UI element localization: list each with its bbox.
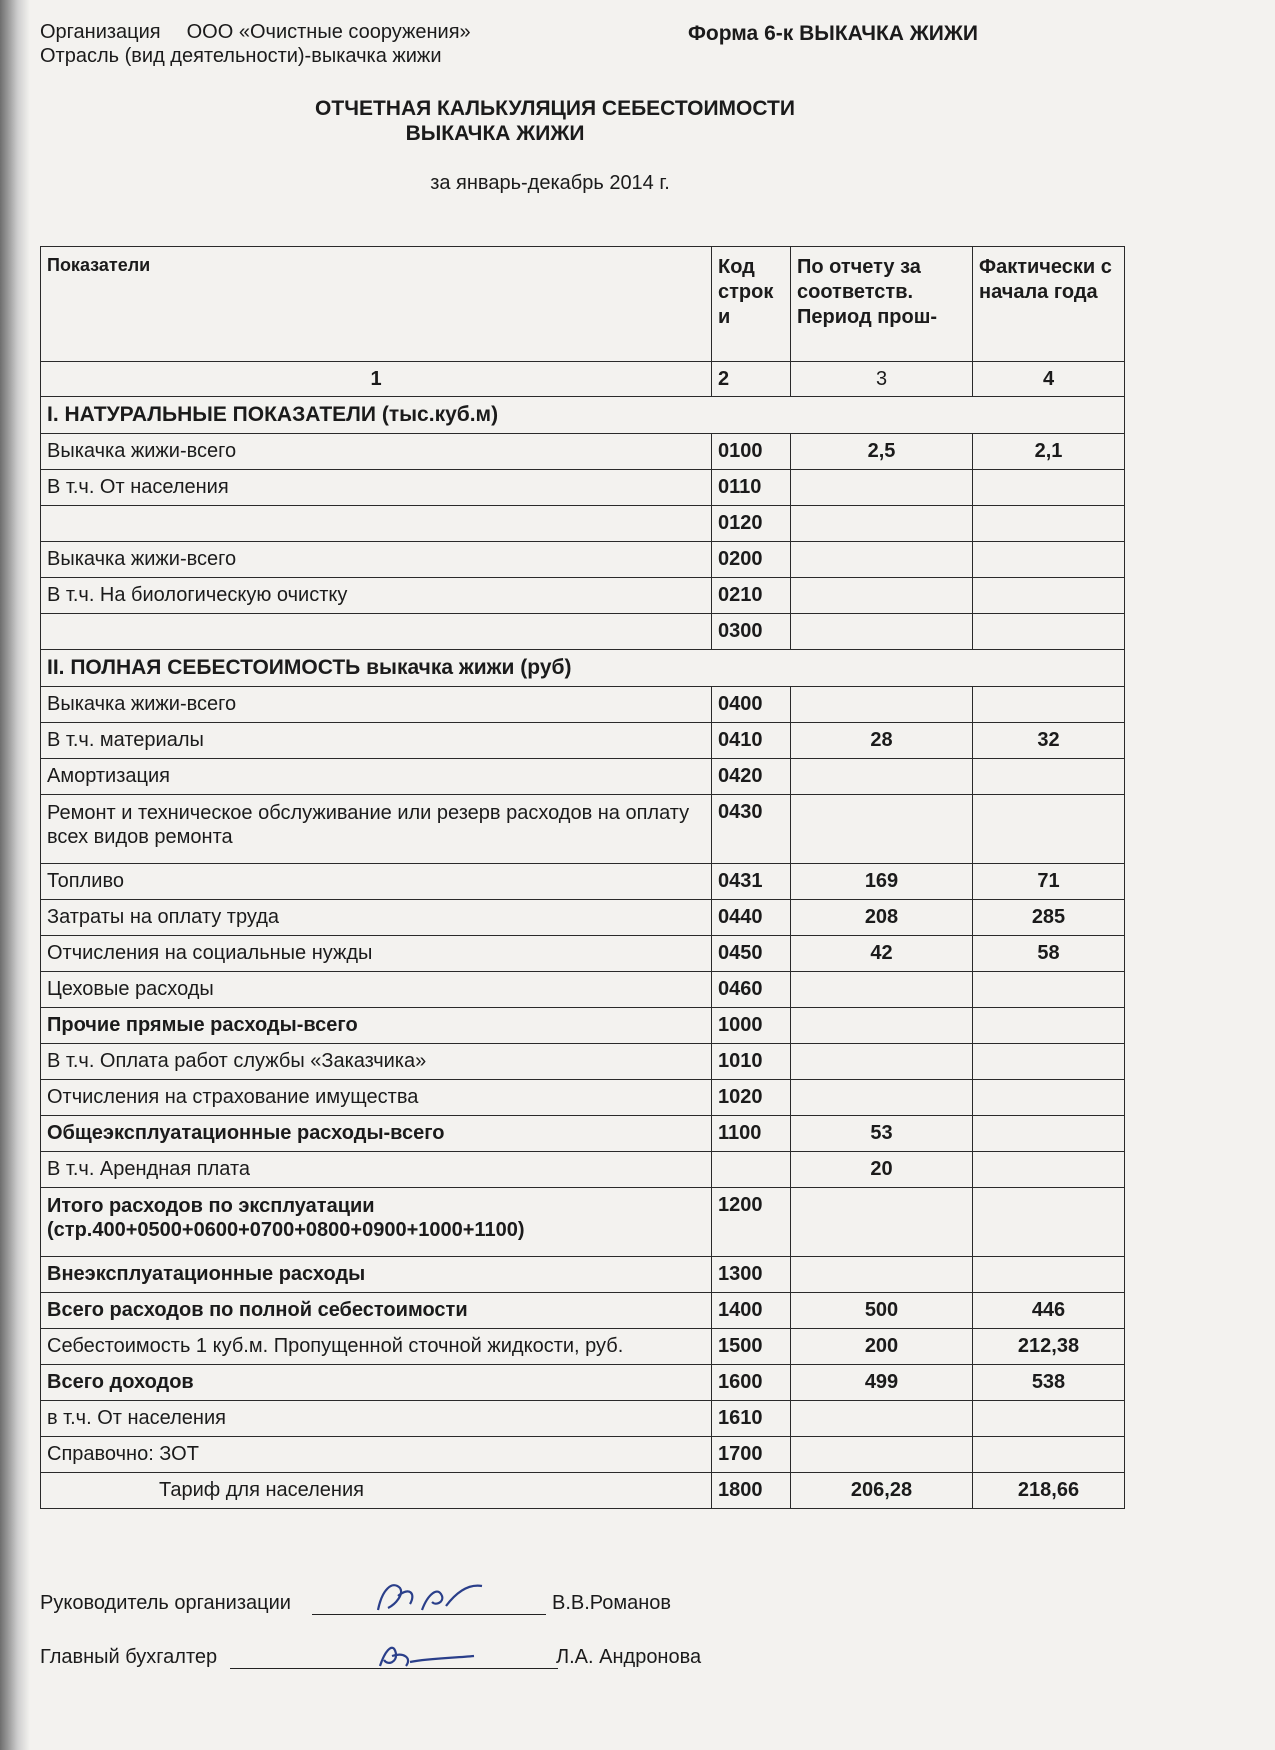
header-indicators: Показатели: [41, 247, 712, 362]
row-label: Выкачка жижи-всего: [41, 434, 712, 470]
row-label: Итого расходов по эксплуатации (стр.400+0500+0600+0700+0800+0900+1000+1100): [41, 1188, 712, 1257]
row-value-previous: 20: [791, 1152, 973, 1188]
row-value-previous: [791, 578, 973, 614]
table-row: [41, 759, 1125, 795]
row-code: 0300: [712, 614, 791, 650]
table-row: [41, 1152, 1125, 1188]
row-value-actual: 538: [973, 1365, 1125, 1401]
row-value-actual: [973, 1437, 1125, 1473]
accountant-name: Л.А. Андронова: [556, 1646, 702, 1668]
table-row: [41, 1293, 1125, 1329]
row-value-previous: [791, 614, 973, 650]
table-row: [41, 864, 1125, 900]
row-value-actual: [973, 614, 1125, 650]
row-value-actual: 71: [973, 864, 1125, 900]
row-code: 1010: [712, 1044, 791, 1080]
row-code: 1000: [712, 1008, 791, 1044]
row-label: Затраты на оплату труда: [41, 900, 712, 936]
row-value-actual: [973, 759, 1125, 795]
row-label: В т.ч. От населения: [41, 470, 712, 506]
org-line: [40, 20, 471, 44]
table-row: [41, 687, 1125, 723]
row-label: [41, 506, 712, 542]
header-code: Код строк и: [712, 247, 791, 362]
row-code: 1020: [712, 1080, 791, 1116]
row-code: 1100: [712, 1116, 791, 1152]
section-title: II. ПОЛНАЯ СЕБЕСТОИМОСТЬ выкачка жижи (руб): [41, 650, 1125, 687]
row-label: Топливо: [41, 864, 712, 900]
table-row: [41, 542, 1125, 578]
row-value-actual: 446: [973, 1293, 1125, 1329]
row-value-previous: [791, 1044, 973, 1080]
table-row: [41, 1188, 1125, 1257]
row-value-previous: 28: [791, 723, 973, 759]
row-code: [712, 1152, 791, 1188]
row-label: Всего расходов по полной себестоимости: [41, 1293, 712, 1329]
row-label: В т.ч. материалы: [41, 723, 712, 759]
table-row: [41, 1008, 1125, 1044]
row-code: 1500: [712, 1329, 791, 1365]
table-row: [41, 1257, 1125, 1293]
row-code: 1600: [712, 1365, 791, 1401]
table-row: [41, 1080, 1125, 1116]
row-value-actual: 58: [973, 936, 1125, 972]
row-code: 1800: [712, 1473, 791, 1509]
row-value-previous: [791, 1188, 973, 1257]
table-row: [41, 1401, 1125, 1437]
row-label: В т.ч. На биологическую очистку: [41, 578, 712, 614]
row-value-actual: [973, 972, 1125, 1008]
head-name: В.В.Романов: [552, 1592, 672, 1614]
section-header-1: [41, 397, 1125, 434]
table-row: [41, 936, 1125, 972]
row-value-previous: [791, 1437, 973, 1473]
row-value-previous: 206,28: [791, 1473, 973, 1509]
row-value-actual: [973, 1008, 1125, 1044]
accountant-handwritten-signature: [370, 1636, 480, 1676]
row-value-previous: [791, 759, 973, 795]
table-row: [41, 506, 1125, 542]
row-label: В т.ч. Оплата работ службы «Заказчика»: [41, 1044, 712, 1080]
row-label: Всего доходов: [41, 1365, 712, 1401]
header-previous-period: По отчету за соответств. Период прош-: [791, 247, 973, 362]
row-code: 1610: [712, 1401, 791, 1437]
row-label: Ремонт и техническое обслуживание или резерв расходов на оплату всех видов ремонта: [41, 795, 712, 864]
table-row: [41, 614, 1125, 650]
row-label: В т.ч. Арендная плата: [41, 1152, 712, 1188]
row-value-actual: [973, 1044, 1125, 1080]
table-row: [41, 1437, 1125, 1473]
row-value-actual: [973, 542, 1125, 578]
column-number-row: [41, 362, 1125, 397]
row-label: Тариф для населения: [41, 1473, 712, 1509]
row-code: 0450: [712, 936, 791, 972]
col-number-2: 2: [712, 362, 791, 397]
scan-edge-shadow: [0, 0, 30, 1750]
head-label: Руководитель организации: [40, 1592, 291, 1614]
header-row: [41, 247, 1125, 362]
row-value-previous: 200: [791, 1329, 973, 1365]
row-value-previous: [791, 687, 973, 723]
cost-table: [40, 246, 1125, 1509]
row-value-actual: [973, 1257, 1125, 1293]
row-label: Выкачка жижи-всего: [41, 687, 712, 723]
table-row: [41, 795, 1125, 864]
accountant-label: Главный бухгалтер: [40, 1646, 218, 1668]
row-label: Прочие прямые расходы-всего: [41, 1008, 712, 1044]
row-value-previous: 2,5: [791, 434, 973, 470]
row-value-actual: [973, 1116, 1125, 1152]
org-label: Организация: [40, 21, 161, 43]
row-code: 0110: [712, 470, 791, 506]
row-label: Общеэксплуатационные расходы-всего: [41, 1116, 712, 1152]
row-value-previous: [791, 795, 973, 864]
table-row: [41, 723, 1125, 759]
table-row: [41, 434, 1125, 470]
row-value-actual: [973, 687, 1125, 723]
row-value-previous: 500: [791, 1293, 973, 1329]
row-label: Отчисления на социальные нужды: [41, 936, 712, 972]
org-header: [40, 20, 471, 68]
row-value-previous: [791, 542, 973, 578]
row-value-actual: 218,66: [973, 1473, 1125, 1509]
row-value-previous: 499: [791, 1365, 973, 1401]
row-value-actual: 285: [973, 900, 1125, 936]
row-value-previous: [791, 470, 973, 506]
row-value-previous: 169: [791, 864, 973, 900]
form-name: Форма 6-к ВЫКАЧКА ЖИЖИ: [688, 22, 978, 45]
row-value-actual: [973, 470, 1125, 506]
col-number-4: 4: [973, 362, 1125, 397]
industry-line: Отрасль (вид деятельности)-выкачка жижи: [40, 45, 442, 67]
row-label: Справочно: ЗОТ: [41, 1437, 712, 1473]
row-value-actual: [973, 578, 1125, 614]
col-number-3: 3: [791, 362, 973, 397]
row-code: 0210: [712, 578, 791, 614]
title-line-2: ВЫКАЧКА ЖИЖИ: [405, 122, 585, 145]
row-code: 0200: [712, 542, 791, 578]
row-code: 0460: [712, 972, 791, 1008]
table-row: [41, 1365, 1125, 1401]
row-value-previous: 53: [791, 1116, 973, 1152]
row-value-previous: 42: [791, 936, 973, 972]
row-value-actual: [973, 1188, 1125, 1257]
row-value-previous: [791, 1080, 973, 1116]
table-row: [41, 900, 1125, 936]
row-code: 1200: [712, 1188, 791, 1257]
row-value-actual: 32: [973, 723, 1125, 759]
row-label: [41, 614, 712, 650]
table-row: [41, 972, 1125, 1008]
row-label: Внеэксплуатационные расходы: [41, 1257, 712, 1293]
row-label: Выкачка жижи-всего: [41, 542, 712, 578]
col-number-1: 1: [41, 362, 712, 397]
row-code: 0120: [712, 506, 791, 542]
row-value-actual: [973, 1080, 1125, 1116]
row-value-previous: [791, 506, 973, 542]
row-value-actual: 212,38: [973, 1329, 1125, 1365]
row-code: 1400: [712, 1293, 791, 1329]
row-code: 0431: [712, 864, 791, 900]
row-value-actual: [973, 1152, 1125, 1188]
report-period: за январь-декабрь 2014 г.: [430, 172, 670, 194]
row-label: Отчисления на страхование имущества: [41, 1080, 712, 1116]
table-row: [41, 470, 1125, 506]
row-label: Амортизация: [41, 759, 712, 795]
org-name: ООО «Очистные сооружения»: [186, 21, 471, 43]
row-value-previous: [791, 1008, 973, 1044]
row-value-previous: [791, 972, 973, 1008]
section-title: I. НАТУРАЛЬНЫЕ ПОКАЗАТЕЛИ (тыс.куб.м): [41, 397, 1125, 434]
row-value-previous: [791, 1257, 973, 1293]
header-actual: Фактически с начала года: [973, 247, 1125, 362]
row-label: Себестоимость 1 куб.м. Пропущенной сточной жидкости, руб.: [41, 1329, 712, 1365]
row-value-actual: [973, 795, 1125, 864]
row-code: 0100: [712, 434, 791, 470]
row-value-previous: [791, 1401, 973, 1437]
report-title: [260, 96, 850, 146]
section-header-2: [41, 650, 1125, 687]
row-value-actual: [973, 1401, 1125, 1437]
row-value-actual: [973, 506, 1125, 542]
title-line-1: ОТЧЕТНАЯ КАЛЬКУЛЯЦИЯ СЕБЕСТОИМОСТИ: [315, 97, 795, 120]
row-code: 0430: [712, 795, 791, 864]
row-code: 0400: [712, 687, 791, 723]
row-label: в т.ч. От населения: [41, 1401, 712, 1437]
table-row: [41, 1329, 1125, 1365]
row-value-actual: 2,1: [973, 434, 1125, 470]
table-row: [41, 1044, 1125, 1080]
table-row: [41, 1473, 1125, 1509]
table-row: [41, 578, 1125, 614]
head-handwritten-signature: [370, 1576, 490, 1620]
row-code: 1700: [712, 1437, 791, 1473]
row-code: 0410: [712, 723, 791, 759]
row-value-previous: 208: [791, 900, 973, 936]
table-row: [41, 1116, 1125, 1152]
row-code: 0420: [712, 759, 791, 795]
row-label: Цеховые расходы: [41, 972, 712, 1008]
row-code: 1300: [712, 1257, 791, 1293]
row-code: 0440: [712, 900, 791, 936]
